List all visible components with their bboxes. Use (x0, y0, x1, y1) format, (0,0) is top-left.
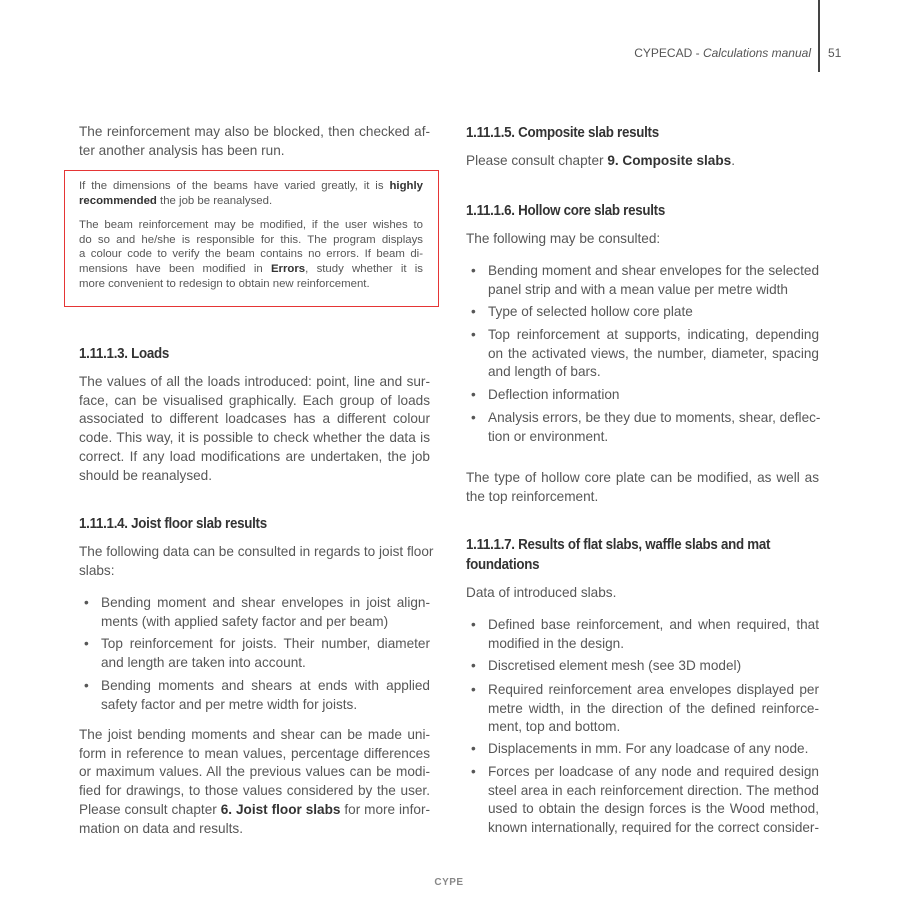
paragraph-line: The type of hollow core plate can be modified, as well as (466, 470, 819, 485)
bold-term: 9. Composite slabs (607, 153, 732, 168)
paragraph-line: face, can be visualised graphically. Each group of loads (79, 392, 430, 408)
list-item-line: Bending moment and shear envelopes in joist align- (101, 595, 430, 610)
paragraph-line: The values of all the loads introduced: point, line and sur- (79, 374, 430, 389)
paragraph-line: code. This way, it is possible to check whether the data is (79, 430, 430, 446)
paragraph-line: form in reference to mean values, percentage differences (79, 745, 430, 761)
paragraph-line: slabs: (79, 562, 115, 578)
note-line: a colour code to verify the beam contains no errors. If beam di- (79, 248, 423, 261)
bullet-icon: • (84, 636, 89, 651)
paragraph-line: correct. If any load modifications are undertaken, the job (79, 448, 430, 464)
section-heading: 1.11.1.5. Composite slab results (466, 125, 659, 141)
running-header (634, 46, 811, 60)
paragraph-line: The reinforcement may also be blocked, then checked af- (79, 124, 430, 139)
list-item-line: Discretised element mesh (see 3D model) (488, 658, 742, 673)
section-heading: 1.11.1.3. Loads (79, 346, 170, 362)
list-item-line: Top reinforcement at supports, indicating, depending (488, 327, 819, 342)
note-line: more convenient to redesign to obtain new reinforcement. (79, 277, 370, 290)
bullet-icon: • (471, 764, 476, 779)
manual-title: CYPECAD - (634, 46, 703, 60)
list-item-line: Bending moments and shears at ends with applied (101, 678, 430, 693)
bold-term: highly (389, 180, 423, 192)
footer-brand: CYPE (434, 877, 464, 888)
paragraph-line (79, 801, 430, 819)
list-item-line: Displacements in mm. For any loadcase of any node. (488, 741, 809, 756)
text-run: Please consult chapter (466, 153, 608, 168)
paragraph-line: The following data can be consulted in regards to joist floor (79, 544, 434, 559)
bullet-icon: • (84, 678, 89, 693)
paragraph-line: the top reinforcement. (466, 488, 599, 504)
list-item-line: panel strip and with a mean value per metre width (488, 281, 788, 297)
text-run: Please consult chapter (79, 801, 221, 817)
bold-term: Errors (270, 263, 306, 276)
note-line: do so and he/she is responsible for this. The program displays (79, 233, 423, 246)
text-run: the job be reanalysed. (156, 194, 273, 207)
bullet-icon: • (471, 410, 476, 425)
paragraph-line: Data of introduced slabs. (466, 585, 617, 600)
section-heading: 1.11.1.4. Joist floor slab results (79, 516, 267, 532)
paragraph-line: associated to different loadcases has a different colour (79, 411, 430, 427)
list-item-line: modified in the design. (488, 635, 625, 651)
note-line: The beam reinforcement may be modified, if the user wishes to (79, 219, 423, 231)
bullet-icon: • (471, 658, 476, 673)
section-heading: 1.11.1.6. Hollow core slab results (466, 203, 665, 219)
text-run: If the dimensions of the beams have varied greatly, it is (79, 180, 390, 192)
bullet-icon: • (471, 741, 476, 756)
list-item-line: Top reinforcement for joists. Their number, diameter (101, 636, 430, 651)
list-item-line: on the activated views, the number, diameter, spacing (488, 345, 819, 361)
list-item-line: ment, top and bottom. (488, 719, 621, 735)
list-item-line: Bending moment and shear envelopes for the selected (488, 263, 819, 278)
list-item-line: Type of selected hollow core plate (488, 304, 693, 319)
list-item-line: Forces per loadcase of any node and required design (488, 764, 819, 779)
list-item-line: and length of bars. (488, 364, 601, 380)
bold-term: 6. Joist floor slabs (220, 801, 341, 817)
list-item-line: known internationally, required for the correct consider- (488, 820, 819, 836)
list-item-line: Analysis errors, be they due to moments, shear, deflec- (488, 410, 821, 425)
text-run: . (731, 153, 735, 168)
list-item-line: metre width, in the direction of the defined reinforce- (488, 700, 819, 716)
list-item-line: and length are taken into account. (101, 654, 306, 670)
bullet-icon: • (84, 595, 89, 610)
bold-term: recommended (79, 194, 157, 207)
list-item-line: safety factor and per metre width for joists. (101, 696, 358, 712)
paragraph-line: The joist bending moments and shear can be made uni- (79, 727, 430, 742)
section-heading: foundations (466, 556, 540, 573)
list-item-line: steel area in each reinforcement direction. The method (488, 782, 819, 798)
section-heading: 1.11.1.7. Results of flat slabs, waffle slabs and mat (466, 537, 771, 553)
header-divider (818, 0, 820, 72)
bullet-icon: • (471, 263, 476, 278)
bullet-icon: • (471, 682, 476, 697)
note-line (79, 194, 423, 208)
paragraph-line: fied for drawings, to those values considered by the user. (79, 783, 430, 799)
bullet-icon: • (471, 617, 476, 632)
paragraph-line: mation on data and results. (79, 820, 243, 836)
manual-subtitle: Calculations manual (702, 46, 811, 60)
paragraph-line: should be reanalysed. (79, 467, 213, 483)
text-run: for more infor- (340, 801, 431, 817)
list-item-line: used to obtain the design forces is the Wood method, (488, 801, 819, 817)
list-item-line: ments (with applied safety factor and per beam) (101, 613, 389, 629)
list-item-line: tion or environment. (488, 428, 609, 444)
note-line (79, 179, 423, 193)
paragraph-line: ter another analysis has been run. (79, 142, 285, 158)
paragraph-line (466, 152, 819, 170)
list-item-line: Deflection information (488, 387, 620, 402)
paragraph-line: or maximum values. All the previous values can be modi- (79, 764, 430, 780)
bullet-icon: • (471, 387, 476, 402)
list-item-line: Required reinforcement area envelopes displayed per (488, 682, 819, 697)
bullet-icon: • (471, 327, 476, 342)
note-line (79, 262, 423, 276)
page-number: 51 (828, 46, 842, 60)
bullet-icon: • (471, 304, 476, 319)
paragraph-line: The following may be consulted: (466, 231, 661, 246)
text-run: mensions have been modified in (79, 263, 271, 276)
list-item-line: Defined base reinforcement, and when required, that (488, 617, 819, 632)
text-run: , study whether it is (305, 263, 423, 276)
